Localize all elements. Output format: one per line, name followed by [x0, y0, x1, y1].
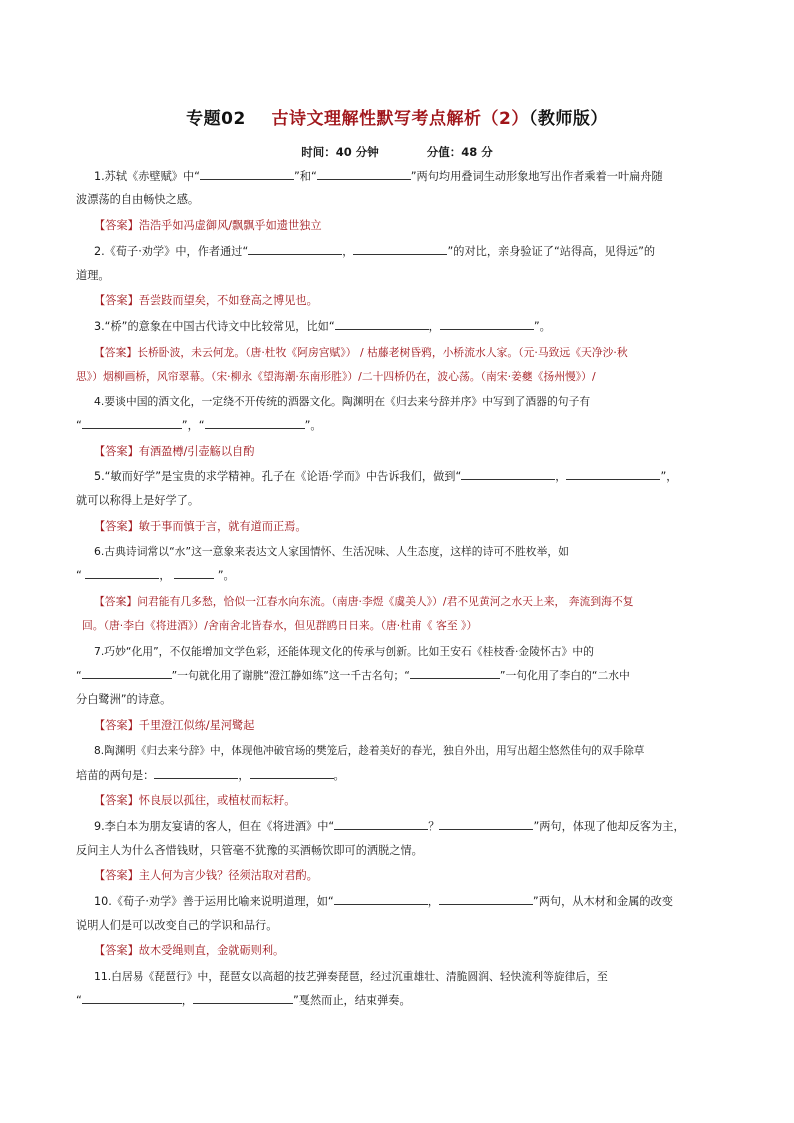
page-title [0, 104, 794, 129]
answer-8: 【答案】怀良辰以孤往，或植杖而耘耔。 [94, 794, 296, 807]
answer-blank [82, 991, 182, 1004]
question-11-line-2: “ ， ”戛然而止，结束弹奏。 [76, 989, 726, 1012]
answer-6-line-2: 回。（唐·李白《将进酒》）/舍南舍北皆春水，但见群鸥日日来。（唐·杜甫《 客至 》） [82, 619, 478, 632]
answer-4: 【答案】有酒盈樽/引壶觞以自酌 [94, 445, 255, 458]
answer-blank [205, 416, 305, 429]
title-suffix: （教师版） [528, 109, 608, 129]
question-3-line-1: 3.“桥”的意象在中国古代诗文中比较常见，比如“ ， ”。 [76, 315, 744, 338]
question-11-line-1: 11.白居易《琵琶行》中，琵琶女以高超的技艺弹奏琵琶，经过沉重雄壮、清脆圆润、轻快流利等旋律后，至 [94, 970, 608, 983]
answer-blank [154, 766, 238, 779]
answer-blank [334, 817, 428, 830]
total-score: 分值：48 分 [426, 145, 493, 159]
answer-blank [85, 566, 159, 579]
question-5-line-2: 就可以称得上是好学了。 [76, 494, 200, 507]
question-10-line-1: 10.《荀子·劝学》善于运用比喻来说明道理，如“ ， ”两句，从木材和金属的改变 [76, 890, 744, 913]
question-9-line-1: 9.李白本为朋友宴请的客人，但在《将进酒》中“ ？ ”两句，体现了他却反客为主， [76, 815, 744, 838]
question-1-line-2: 波漂荡的自由畅快之感。 [76, 193, 200, 206]
answer-6-line-1: 【答案】问君能有几多愁，恰似一江春水向东流。（南唐·李煜《虞美人》）/君不见黄河之水天上来， 奔流到海不复 [94, 595, 634, 608]
answer-blank [193, 991, 293, 1004]
question-8-line-1: 8.陶渊明《归去来兮辞》中，体现他冲破官场的樊笼后，趁着美好的春光，独自外出，用写出超尘悠然佳句的双手除草 [94, 745, 645, 757]
answer-3-line-1: 【答案】长桥卧波，未云何龙。（唐·杜牧《阿房宫赋》） / 枯藤老树昏鸦，小桥流水人家。（元·马致远《天净沙·秋 [94, 346, 628, 359]
question-2-line-2: 道理。 [76, 269, 110, 282]
question-9-line-2: 反问主人为什么吝惜钱财，只管毫不犹豫的买酒畅饮即可的洒脱之情。 [76, 844, 423, 857]
answer-1: 【答案】浩浩乎如冯虚御风/飘飘乎如遗世独立 [94, 219, 322, 232]
question-10-line-2: 说明人们是可以改变自己的学识和品行。 [76, 919, 278, 932]
answer-blank [439, 892, 533, 905]
answer-blank [410, 666, 500, 679]
answer-blank [566, 467, 660, 480]
question-1-line-1: 1.苏轼《赤壁赋》中“ ”和“ ”两句均用叠词生动形象地写出作者乘着一叶扁舟随 [76, 165, 744, 188]
question-7-line-1: 7.巧妙“化用”，不仅能增加文学色彩，还能体现文化的传承与创新。比如王安石《桂枝香·金陵怀古》中的 [94, 645, 594, 658]
question-4-line-2: “ ”，“ ”。 [76, 414, 726, 437]
answer-9: 【答案】主人何为言少钱？径须沽取对君酌。 [94, 869, 318, 882]
question-6-line-2: “ ， ”。 [76, 564, 726, 587]
question-7-line-3: 分白鹭洲”的诗意。 [76, 693, 172, 706]
answer-blank [335, 317, 429, 330]
answer-10: 【答案】故木受绳则直，金就砺则利。 [94, 944, 285, 957]
title-main: 古诗文理解性默写考点解析（2） [271, 109, 529, 129]
answer-blank [250, 766, 334, 779]
question-7-line-2: “ ”一句就化用了谢朓“澄江静如练”这一千古名句；“ ”一句化用了李白的“二水中 [76, 664, 726, 687]
question-4-line-1: 4.要谈中国的酒文化，一定绕不开传统的酒器文化。陶渊明在《归去来兮辞并序》中写到了酒器的句子有 [94, 395, 591, 408]
answer-blank [248, 242, 342, 255]
question-8-line-2: 培苗的两句是： ， 。 [76, 764, 726, 787]
answer-blank [82, 666, 172, 679]
question-5-line-1: 5.“敏而好学”是宝贵的求学精神。孔子在《论语·学而》中告诉我们，做到“ ， ”， [76, 465, 744, 488]
answer-5: 【答案】敏于事而慎于言，就有道而正焉。 [94, 520, 307, 533]
answer-blank [317, 167, 411, 180]
answer-blank [82, 416, 182, 429]
answer-blank [334, 892, 428, 905]
question-6-line-1: 6.古典诗词常以“水”这一意象来表达文人家国情怀、生活况味、人生态度，这样的诗可不胜枚举，如 [94, 545, 569, 558]
answer-blank [461, 467, 555, 480]
answer-3-line-2: 思》）烟柳画桥，风帘翠幕。（宋·柳永《望海潮·东南形胜》）/二十四桥仍在，波心荡。（南宋·姜夔《扬州慢》）/ [76, 370, 596, 383]
title-prefix: 专题02 [186, 109, 246, 129]
time-limit: 时间：40 分钟 [301, 145, 379, 159]
answer-blank [174, 566, 214, 579]
answer-blank [439, 817, 533, 830]
answer-blank [200, 167, 294, 180]
answer-2: 【答案】吾尝跂而望矣，不如登高之博见也。 [94, 294, 318, 307]
exam-meta [0, 144, 794, 160]
answer-blank [440, 317, 534, 330]
answer-7: 【答案】千里澄江似练/星河鹭起 [94, 719, 255, 732]
question-2-line-1: 2.《荀子·劝学》中，作者通过“ ， ”的对比，亲身验证了“站得高，见得远”的 [76, 240, 744, 263]
answer-blank [353, 242, 447, 255]
